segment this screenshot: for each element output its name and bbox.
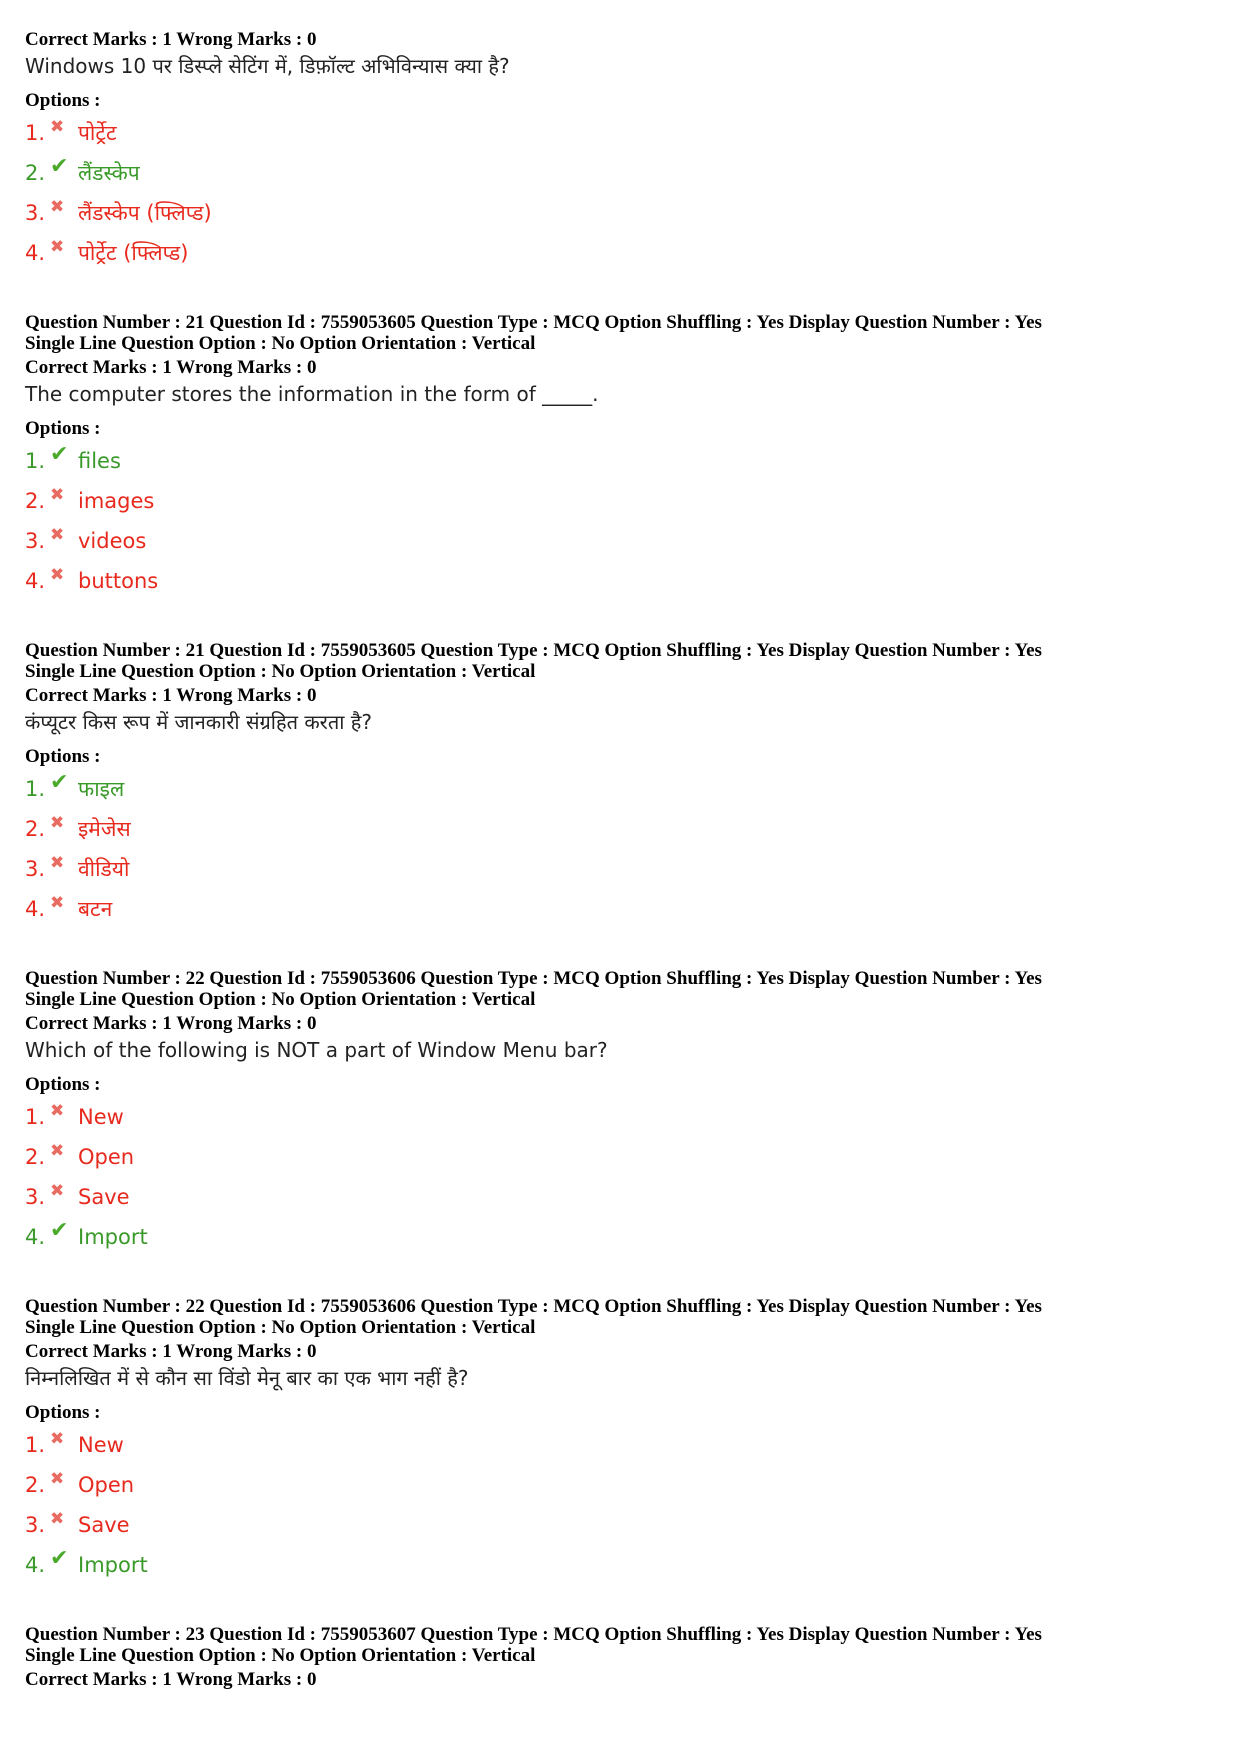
option-text: Save: [78, 1185, 130, 1209]
option-number: 2.: [25, 489, 46, 513]
option-item: [25, 1469, 1225, 1512]
option-text: लैंडस्केप: [78, 161, 140, 185]
option-item: [25, 1509, 1225, 1552]
question-meta-line: Question Number : 21 Question Id : 7559053605 Question Type : MCQ Option Shuffling : Yes Display Question Number : Yes: [25, 312, 1042, 333]
check-icon: ✔: [50, 154, 69, 179]
option-text: पोर्ट्रेट: [78, 121, 117, 145]
option-text: images: [78, 489, 155, 513]
option-item: [25, 565, 1225, 608]
cross-icon: ✖: [50, 1509, 65, 1529]
option-text: New: [78, 1433, 124, 1457]
question-text: कंप्यूटर किस रूप में जानकारी संग्रहित करता है?: [25, 710, 373, 734]
option-item: [25, 525, 1225, 568]
option-number: 2.: [25, 161, 46, 185]
question-meta-line: Single Line Question Option : No Option Orientation : Vertical: [25, 333, 536, 354]
option-item: [25, 1141, 1225, 1184]
option-item: [25, 117, 1225, 160]
option-item: [25, 1101, 1225, 1144]
options-label: Options :: [25, 1402, 101, 1423]
option-item: [25, 1546, 1225, 1592]
option-number: 1.: [25, 1433, 46, 1457]
options-label: Options :: [25, 1074, 101, 1095]
cross-icon: ✖: [50, 197, 65, 217]
question-text: Windows 10 पर डिस्प्ले सेटिंग में, डिफ़ॉल्ट अभिविन्यास क्या है?: [25, 54, 510, 78]
question-meta-line: Question Number : 21 Question Id : 7559053605 Question Type : MCQ Option Shuffling : Yes Display Question Number : Yes: [25, 640, 1042, 661]
question-block: [25, 968, 1225, 1264]
option-text: पोर्ट्रेट (फ्लिप्ड): [78, 241, 189, 265]
option-number: 1.: [25, 449, 46, 473]
option-text: वीडियो: [78, 857, 130, 881]
option-text: इमेजेस: [78, 817, 131, 841]
question-block: [25, 1296, 1225, 1592]
option-number: 4.: [25, 897, 46, 921]
option-number: 3.: [25, 201, 46, 225]
cross-icon: ✖: [50, 117, 65, 137]
cross-icon: ✖: [50, 565, 65, 585]
question-meta-line: Single Line Question Option : No Option Orientation : Vertical: [25, 1645, 536, 1666]
option-item: [25, 1218, 1225, 1264]
option-number: 4.: [25, 569, 46, 593]
question-meta-line: Question Number : 22 Question Id : 7559053606 Question Type : MCQ Option Shuffling : Yes Display Question Number : Yes: [25, 1296, 1042, 1317]
question-meta-line: Single Line Question Option : No Option Orientation : Vertical: [25, 989, 536, 1010]
option-number: 3.: [25, 857, 46, 881]
option-item: [25, 154, 1225, 200]
check-icon: ✔: [50, 1546, 69, 1571]
options-label: Options :: [25, 90, 101, 111]
option-text: बटन: [78, 897, 113, 921]
question-text: निम्नलिखित में से कौन सा विंडो मेनू बार का एक भाग नहीं है?: [25, 1366, 469, 1390]
option-number: 3.: [25, 1185, 46, 1209]
option-number: 3.: [25, 529, 46, 553]
question-block: [25, 640, 1225, 936]
option-number: 2.: [25, 1473, 46, 1497]
option-item: [25, 813, 1225, 856]
marks-line: Correct Marks : 1 Wrong Marks : 0: [25, 1013, 317, 1034]
question-meta-line: Question Number : 22 Question Id : 7559053606 Question Type : MCQ Option Shuffling : Yes Display Question Number : Yes: [25, 968, 1042, 989]
option-item: [25, 442, 1225, 488]
option-text: लैंडस्केप (फ्लिप्ड): [78, 201, 212, 225]
cross-icon: ✖: [50, 1429, 65, 1449]
option-item: [25, 1429, 1225, 1472]
check-icon: ✔: [50, 442, 69, 467]
cross-icon: ✖: [50, 853, 65, 873]
option-item: [25, 853, 1225, 896]
option-text: Import: [78, 1553, 148, 1577]
options-list: [25, 117, 1225, 280]
option-item: [25, 485, 1225, 528]
question-meta-line: Single Line Question Option : No Option Orientation : Vertical: [25, 1317, 536, 1338]
options-label: Options :: [25, 746, 101, 767]
marks-line: Correct Marks : 1 Wrong Marks : 0: [25, 1341, 317, 1362]
option-text: videos: [78, 529, 147, 553]
option-item: [25, 770, 1225, 816]
option-text: Save: [78, 1513, 130, 1537]
options-label: Options :: [25, 418, 101, 439]
question-paper-page: [25, 26, 1225, 1690]
marks-line: Correct Marks : 1 Wrong Marks : 0: [25, 685, 317, 706]
option-number: 4.: [25, 1553, 46, 1577]
option-item: [25, 1181, 1225, 1224]
option-number: 2.: [25, 1145, 46, 1169]
question-meta-line: Question Number : 23 Question Id : 7559053607 Question Type : MCQ Option Shuffling : Yes Display Question Number : Yes: [25, 1624, 1042, 1645]
check-icon: ✔: [50, 770, 69, 795]
option-number: 2.: [25, 817, 46, 841]
cross-icon: ✖: [50, 485, 65, 505]
cross-icon: ✖: [50, 1101, 65, 1121]
cross-icon: ✖: [50, 237, 65, 257]
option-text: Import: [78, 1225, 148, 1249]
question-block: [25, 312, 1225, 608]
options-list: [25, 1101, 1225, 1264]
cross-icon: ✖: [50, 1181, 65, 1201]
marks-line: Correct Marks : 1 Wrong Marks : 0: [25, 1669, 317, 1690]
marks-line: Correct Marks : 1 Wrong Marks : 0: [25, 29, 317, 50]
cross-icon: ✖: [50, 893, 65, 913]
question-text: The computer stores the information in the form of _____.: [25, 382, 599, 406]
option-number: 1.: [25, 1105, 46, 1129]
options-list: [25, 1429, 1225, 1592]
option-number: 1.: [25, 121, 46, 145]
option-item: [25, 197, 1225, 240]
cross-icon: ✖: [50, 813, 65, 833]
option-item: [25, 893, 1225, 936]
option-text: फाइल: [78, 777, 125, 801]
option-number: 4.: [25, 241, 46, 265]
cross-icon: ✖: [50, 1469, 65, 1489]
option-item: [25, 237, 1225, 280]
question-block: [25, 1624, 1225, 1690]
cross-icon: ✖: [50, 525, 65, 545]
question-meta-line: Single Line Question Option : No Option Orientation : Vertical: [25, 661, 536, 682]
question-text: Which of the following is NOT a part of Window Menu bar?: [25, 1038, 608, 1062]
option-text: files: [78, 449, 121, 473]
option-text: Open: [78, 1473, 135, 1497]
option-number: 3.: [25, 1513, 46, 1537]
option-text: buttons: [78, 569, 159, 593]
cross-icon: ✖: [50, 1141, 65, 1161]
option-text: Open: [78, 1145, 135, 1169]
option-number: 4.: [25, 1225, 46, 1249]
check-icon: ✔: [50, 1218, 69, 1243]
question-block: [25, 29, 1225, 280]
marks-line: Correct Marks : 1 Wrong Marks : 0: [25, 357, 317, 378]
options-list: [25, 770, 1225, 936]
option-text: New: [78, 1105, 124, 1129]
option-number: 1.: [25, 777, 46, 801]
options-list: [25, 442, 1225, 608]
